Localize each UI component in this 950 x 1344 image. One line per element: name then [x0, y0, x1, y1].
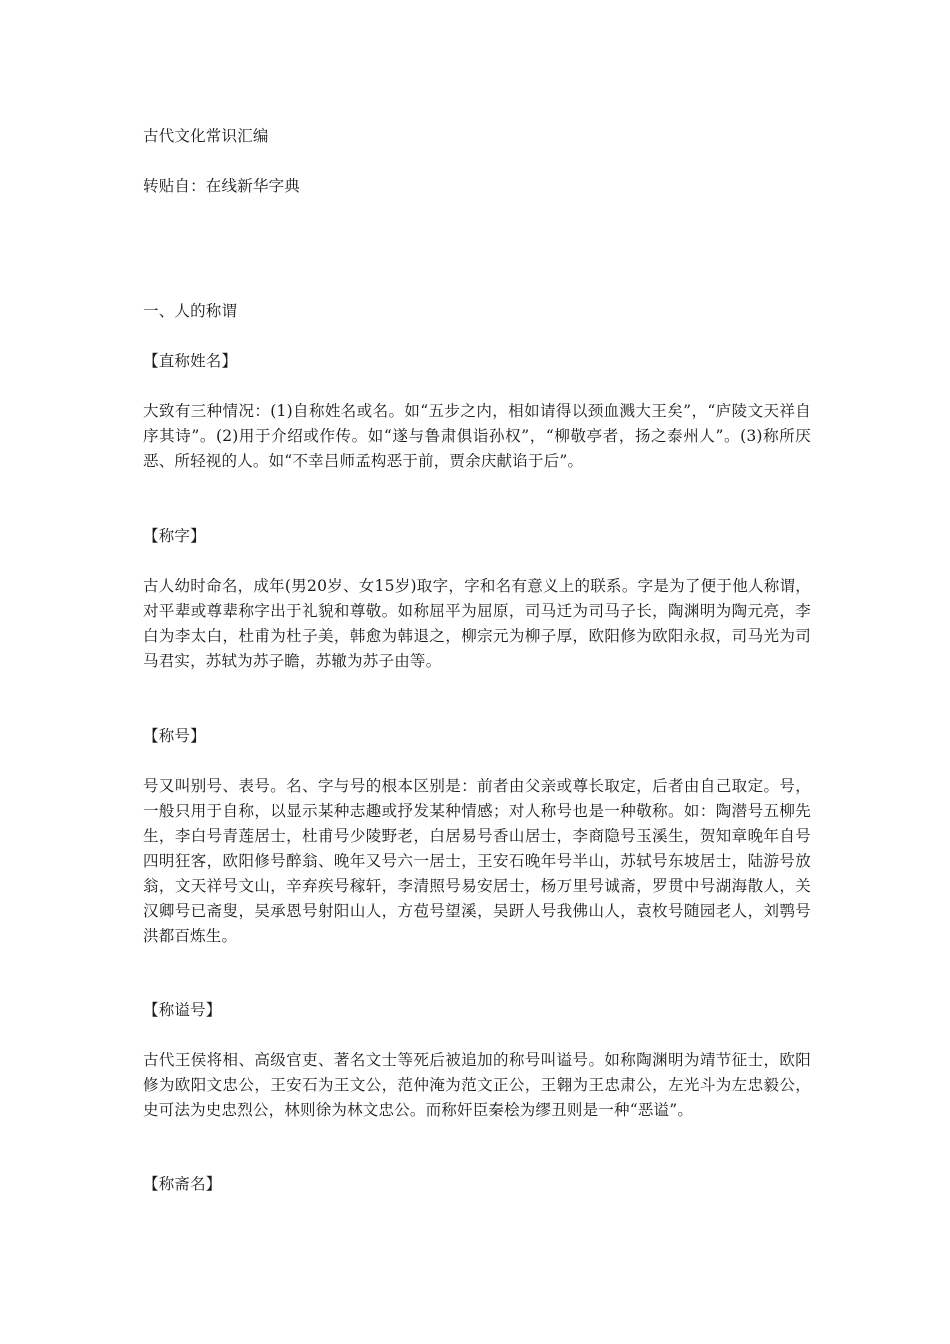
section-heading-studio-name: 【称斋名】: [143, 1175, 222, 1193]
section-body-posthumous-name: 古代王侯将相、高级官吏、著名文士等死后被追加的称号叫谥号。如称陶渊明为靖节征士，欧阳修为欧阳文忠公，王安石为王文公，范仲淹为范文正公，王翱为王忠肃公，左光斗为左忠毅公，史可法为史忠烈公，林则徐为林文忠公。而称奸臣秦桧为缪丑则是一种“恶谥”。: [143, 1051, 811, 1119]
section-body-courtesy-name: 古人幼时命名，成年(男20岁、女15岁)取字，字和名有意义上的联系。字是为了便于他人称谓，对平辈或尊辈称字出于礼貌和尊敬。如称屈平为屈原，司马迁为司马子长，陶渊明为陶元亮，李白为李太白，杜甫为杜子美，韩愈为韩退之，柳宗元为柳子厚，欧阳修为欧阳永叔，司马光为司马君实，苏轼为苏子瞻，苏辙为苏子由等。: [143, 577, 811, 670]
section-body-art-name: 号又叫别号、表号。名、字与号的根本区别是：前者由父亲或尊长取定，后者由自己取定。号，一般只用于自称，以显示某种志趣或抒发某种情感；对人称号也是一种敬称。如：陶潜号五柳先生，李白号青莲居士，杜甫号少陵野老，白居易号香山居士，李商隐号玉溪生，贺知章晚年自号四明狂客，欧阳修号醉翁、晚年又号六一居士，王安石晚年号半山，苏轼号东坡居士，陆游号放翁，文天祥号文山，辛弃疾号稼轩，李清照号易安居士，杨万里号诚斋，罗贯中号湖海散人，关汉卿号已斋叟，吴承恩号射阳山人，方苞号望溪，吴趼人号我佛山人，袁枚号随园老人，刘鹗号洪都百炼生。: [143, 777, 811, 945]
source-line: 转贴自：在线新华字典: [143, 177, 301, 195]
section-heading-courtesy-name: 【称字】: [143, 527, 206, 545]
chapter-heading: 一、人的称谓: [143, 302, 238, 320]
section-heading-posthumous-name: 【称谥号】: [143, 1001, 222, 1019]
section-body-direct-name: 大致有三种情况：(1)自称姓名或名。如“五步之内，相如请得以颈血溅大王矣”，“庐陵文天祥自序其诗”。(2)用于介绍或作传。如“遂与鲁肃俱诣孙权”，“柳敬亭者，扬之泰州人”。(3)称所厌恶、所轻视的人。如“不幸吕师孟构恶于前，贾余庆献谄于后”。: [143, 402, 811, 470]
section-heading-direct-name: 【直称姓名】: [143, 352, 238, 370]
section-heading-art-name: 【称号】: [143, 727, 206, 745]
document-title: 古代文化常识汇编: [143, 127, 269, 145]
